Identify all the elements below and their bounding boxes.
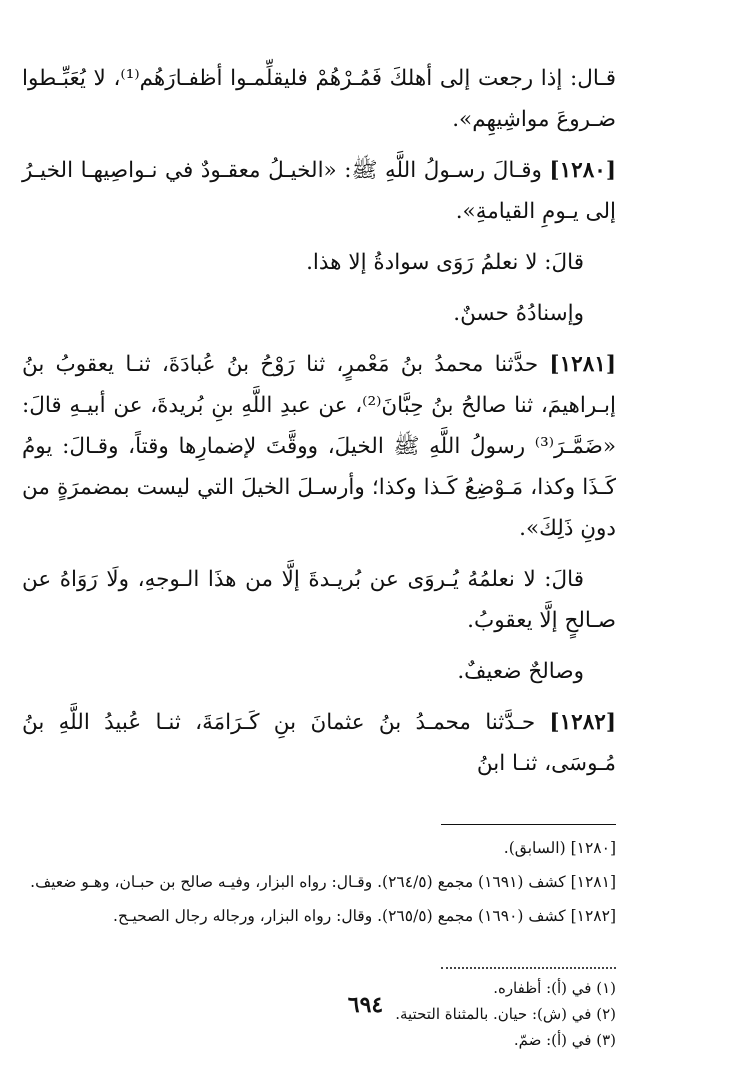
paragraph: [١٢٨١] حدَّثنا محمدُ بنُ مَعْمرٍ، ثنا رَوْحُ بنُ عُبادَةَ، ثنـا يعقوبُ بنُ إبـراهيمَ، ثنا صالحُ بنُ حِبَّانَ⁽²⁾، عن عبدِ اللَّهِ بنِ بُريدةَ، عن أبيـهِ قالَ: «ضَمَّـرَ⁽³⁾ رسولُ اللَّهِ ﷺ الخيلَ، ووقَّتَ لإضمارِها وقتاً، وقـالَ: يومُ كَـذَا وكذا، مَـوْضِعُ كَـذا وكذا؛ وأرسـلَ الخيلَ التي ليست بمضمرَةٍ من دونِ ذَلِكَ».: [22, 352, 616, 541]
paragraph: [١٢٨٢] حـدَّثنا محمـدُ بنُ عثمانَ بنِ كَـرَامَةَ، ثنـا عُبيدُ اللَّهِ بنُ مُـوسَى، ثنـا ابنُ: [22, 710, 616, 776]
paragraph: [١٢٨٠] وقـالَ رسـولُ اللَّهِ ﷺ: «الخيـلُ معقـودٌ في نـواصِيهـا الخيـرُ إلى يـومِ القيامةِ».: [22, 158, 616, 224]
source-references: [22, 833, 616, 931]
reference-line: [١٢٨١] كشف (١٦٩١) مجمع (٢٦٤/٥). وقـال: رواه البزار، وفيـه صالح بن حبـان، وهـو ضعيف.: [30, 873, 616, 891]
paragraph: قالَ: لا نعلمُ رَوَى سوادةُ إلا هذا.: [306, 250, 584, 275]
hadith-number: [١٢٨١]: [549, 352, 616, 377]
footnote: (٢) في (ش): حيان. بالمثناة التحتية.: [395, 1005, 616, 1023]
page-body: [22, 58, 616, 1053]
paragraph: قالَ: لا نعلمُهُ يُـروَى عن بُريـدةَ إلَّا من هذَا الـوجهِ، ولَا رَوَاهُ عن صـالحٍ إلَّا يعقوبُ.: [22, 567, 616, 633]
hadith-number: [١٢٨٢]: [549, 710, 616, 735]
paragraph: وصالحٌ ضعيفٌ.: [457, 659, 584, 684]
main-text: [22, 58, 616, 784]
hadith-number: [١٢٨٠]: [549, 158, 616, 183]
paragraph: وإسنادُهُ حسنٌ.: [453, 301, 584, 326]
page-number: ٦٩٤: [347, 992, 384, 1018]
reference-line: [١٢٨٢] كشف (١٦٩٠) مجمع (٢٦٥/٥). وقال: رواه البزار، ورجاله رجال الصحيـح.: [113, 907, 616, 925]
notes-divider: [441, 824, 616, 825]
footnote-divider: [441, 967, 616, 969]
reference-line: [١٢٨٠] (السابق).: [503, 839, 616, 857]
footnote: (١) في (أ): أظفاره.: [493, 979, 616, 997]
paragraph: قـال: إذا رجعت إلى أهلكَ فَمُـرْهُمْ فليقلِّمـوا أظفـارَهُم⁽¹⁾، لا يُعَبِّـطوا ضـروعَ مواشِيهِم».: [22, 66, 616, 132]
footnote: (٣) في (أ): ضمّ.: [513, 1031, 616, 1049]
